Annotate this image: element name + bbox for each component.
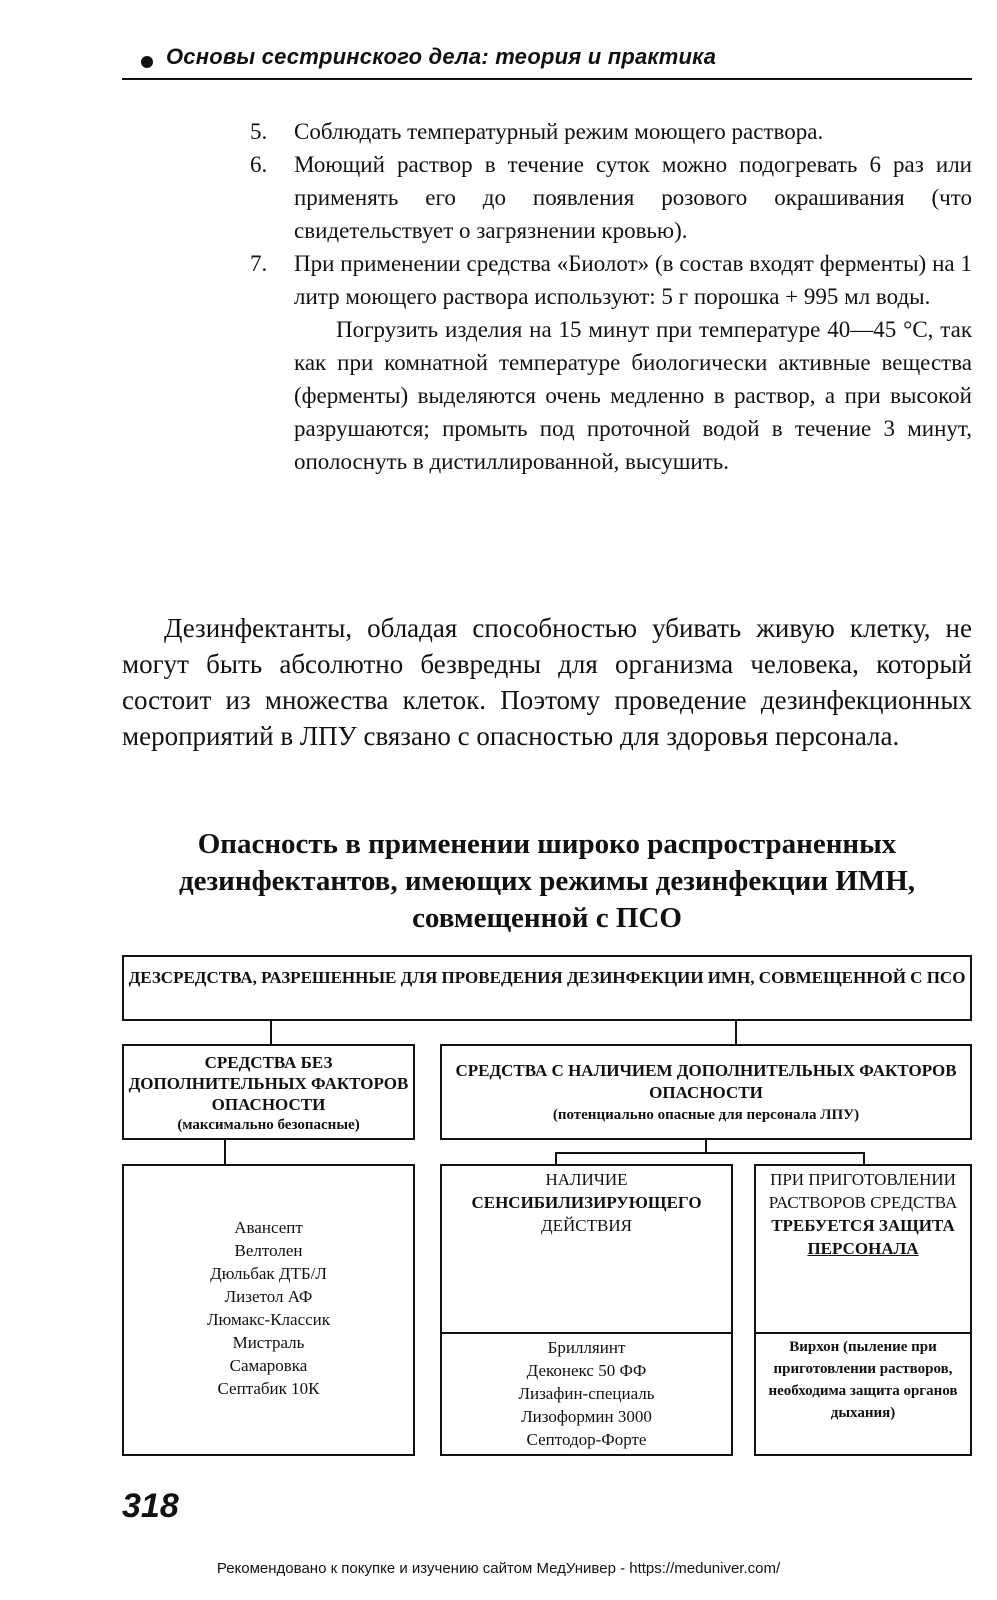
product-item: Лизетол АФ [224, 1287, 313, 1306]
step-text: При применении средства «Биолот» (в состав входят ферменты) на 1 литр моющего раствора используют: 5 г порошка + 995 мл воды. [294, 251, 972, 309]
product-item: Брилляинт [547, 1338, 626, 1357]
protection-products: Вирхон (пыление при приготовлении растворов, необходима защита органов дыхания) [768, 1339, 958, 1421]
product-item: Лизафин-специаль [518, 1384, 655, 1403]
product-item: Авансепт [234, 1218, 303, 1237]
step-text: Моющий раствор в течение суток можно подогревать 6 раз или применять его до появления розового окрашивания (что свидетельствует о загрязнении кровью). [294, 152, 972, 243]
step-text: Соблюдать температурный режим моющего раствора. [294, 119, 824, 144]
connector-line [863, 1152, 865, 1164]
step-number: 5. [250, 119, 268, 144]
sensitizing-box [440, 1164, 733, 1456]
numbered-steps [250, 115, 972, 478]
connector-line [705, 1140, 707, 1152]
product-item: Деконекс 50 ФФ [526, 1361, 647, 1380]
title-line: НАЛИЧИЕ [545, 1170, 628, 1189]
connector-line [555, 1152, 557, 1164]
title-line: ТРЕБУЕТСЯ ЗАЩИТА [771, 1216, 955, 1235]
step-number: 7. [250, 251, 268, 276]
hazard-box-title: СРЕДСТВА С НАЛИЧИЕМ ДОПОЛНИТЕЛЬНЫХ ФАКТОРОВ ОПАСНОСТИ [455, 1061, 957, 1102]
product-item: Мистраль [232, 1333, 305, 1352]
title-line: ПЕРСОНАЛА [807, 1239, 919, 1258]
safe-box-title: СРЕДСТВА БЕЗ ДОПОЛНИТЕЛЬНЫХ ФАКТОРОВ ОПАСНОСТИ [128, 1053, 409, 1114]
step-number: 6. [250, 152, 268, 177]
bullet-icon [141, 56, 153, 68]
connector-line [224, 1140, 226, 1164]
safe-box-subtitle: (максимально безопасные) [177, 1117, 360, 1133]
product-item: Самаровка [229, 1356, 308, 1375]
connector-line [735, 1021, 737, 1044]
title-line: ПРИ ПРИГОТОВЛЕНИИ РАСТВОРОВ СРЕДСТВА [768, 1170, 958, 1212]
body-paragraph: Дезинфектанты, обладая способностью убивать живую клетку, не могут быть абсолютно безвредны для организма человека, который состоит из множества клеток. Поэтому проведение дезинфекционных мероприятий в ЛПУ связано с опасностью для здоровья персонала. [122, 613, 972, 751]
title-line: СЕНСИБИЛИЗИРУЮЩЕГО [471, 1193, 702, 1212]
product-item: Велтолен [234, 1241, 303, 1260]
running-header [122, 44, 972, 80]
step-5 [250, 115, 972, 148]
diagram-top-box: ДЕЗСРЕДСТВА, РАЗРЕШЕННЫЕ ДЛЯ ПРОВЕДЕНИЯ ДЕЗИНФЕКЦИИ ИМН, СОВМЕЩЕННОЙ С ПСО [122, 955, 972, 1021]
diagram-safe-box [122, 1044, 415, 1140]
sensitizing-title [442, 1166, 731, 1334]
product-item: Дюльбак ДТБ/Л [210, 1264, 327, 1283]
footer-note: Рекомендовано к покупке и изучению сайтом МедУнивер - https://meduniver.com/ [216, 1560, 781, 1577]
connector-line [555, 1152, 865, 1154]
product-item: Люмакс-Классик [206, 1310, 331, 1329]
title-line: ДЕЙСТВИЯ [541, 1216, 632, 1235]
product-item: Септодор-Форте [526, 1430, 647, 1449]
protection-title [756, 1166, 970, 1334]
sensitizing-products [442, 1334, 731, 1451]
diagram-hazard-box [440, 1044, 972, 1140]
hazard-box-subtitle: (потенциально опасные для персонала ЛПУ) [552, 1107, 860, 1123]
step-continuation: Погрузить изделия на 15 минут при температуре 40—45 °С, так как при комнатной температуре биологически активные вещества (ферменты) выделяются очень медленно в раствор, а при высокой разрушаются; промыть под проточной водой в течение 3 минут, ополоснуть в дистиллированной, высушить. [294, 317, 972, 474]
connector-line [270, 1021, 272, 1044]
page-number: 318 [122, 1487, 179, 1525]
section-title: Опасность в применении широко распространенных дезинфектантов, имеющих режимы дезинфекции ИМН, совмещенной с ПСО [178, 828, 916, 934]
protection-box [754, 1164, 972, 1456]
safe-products-box [122, 1164, 415, 1456]
step-6 [250, 148, 972, 247]
book-title: Основы сестринского дела: теория и практика [166, 44, 717, 69]
step-7 [250, 247, 972, 478]
product-item: Септабик 10К [217, 1379, 320, 1398]
product-item: Лизоформин 3000 [521, 1407, 652, 1426]
